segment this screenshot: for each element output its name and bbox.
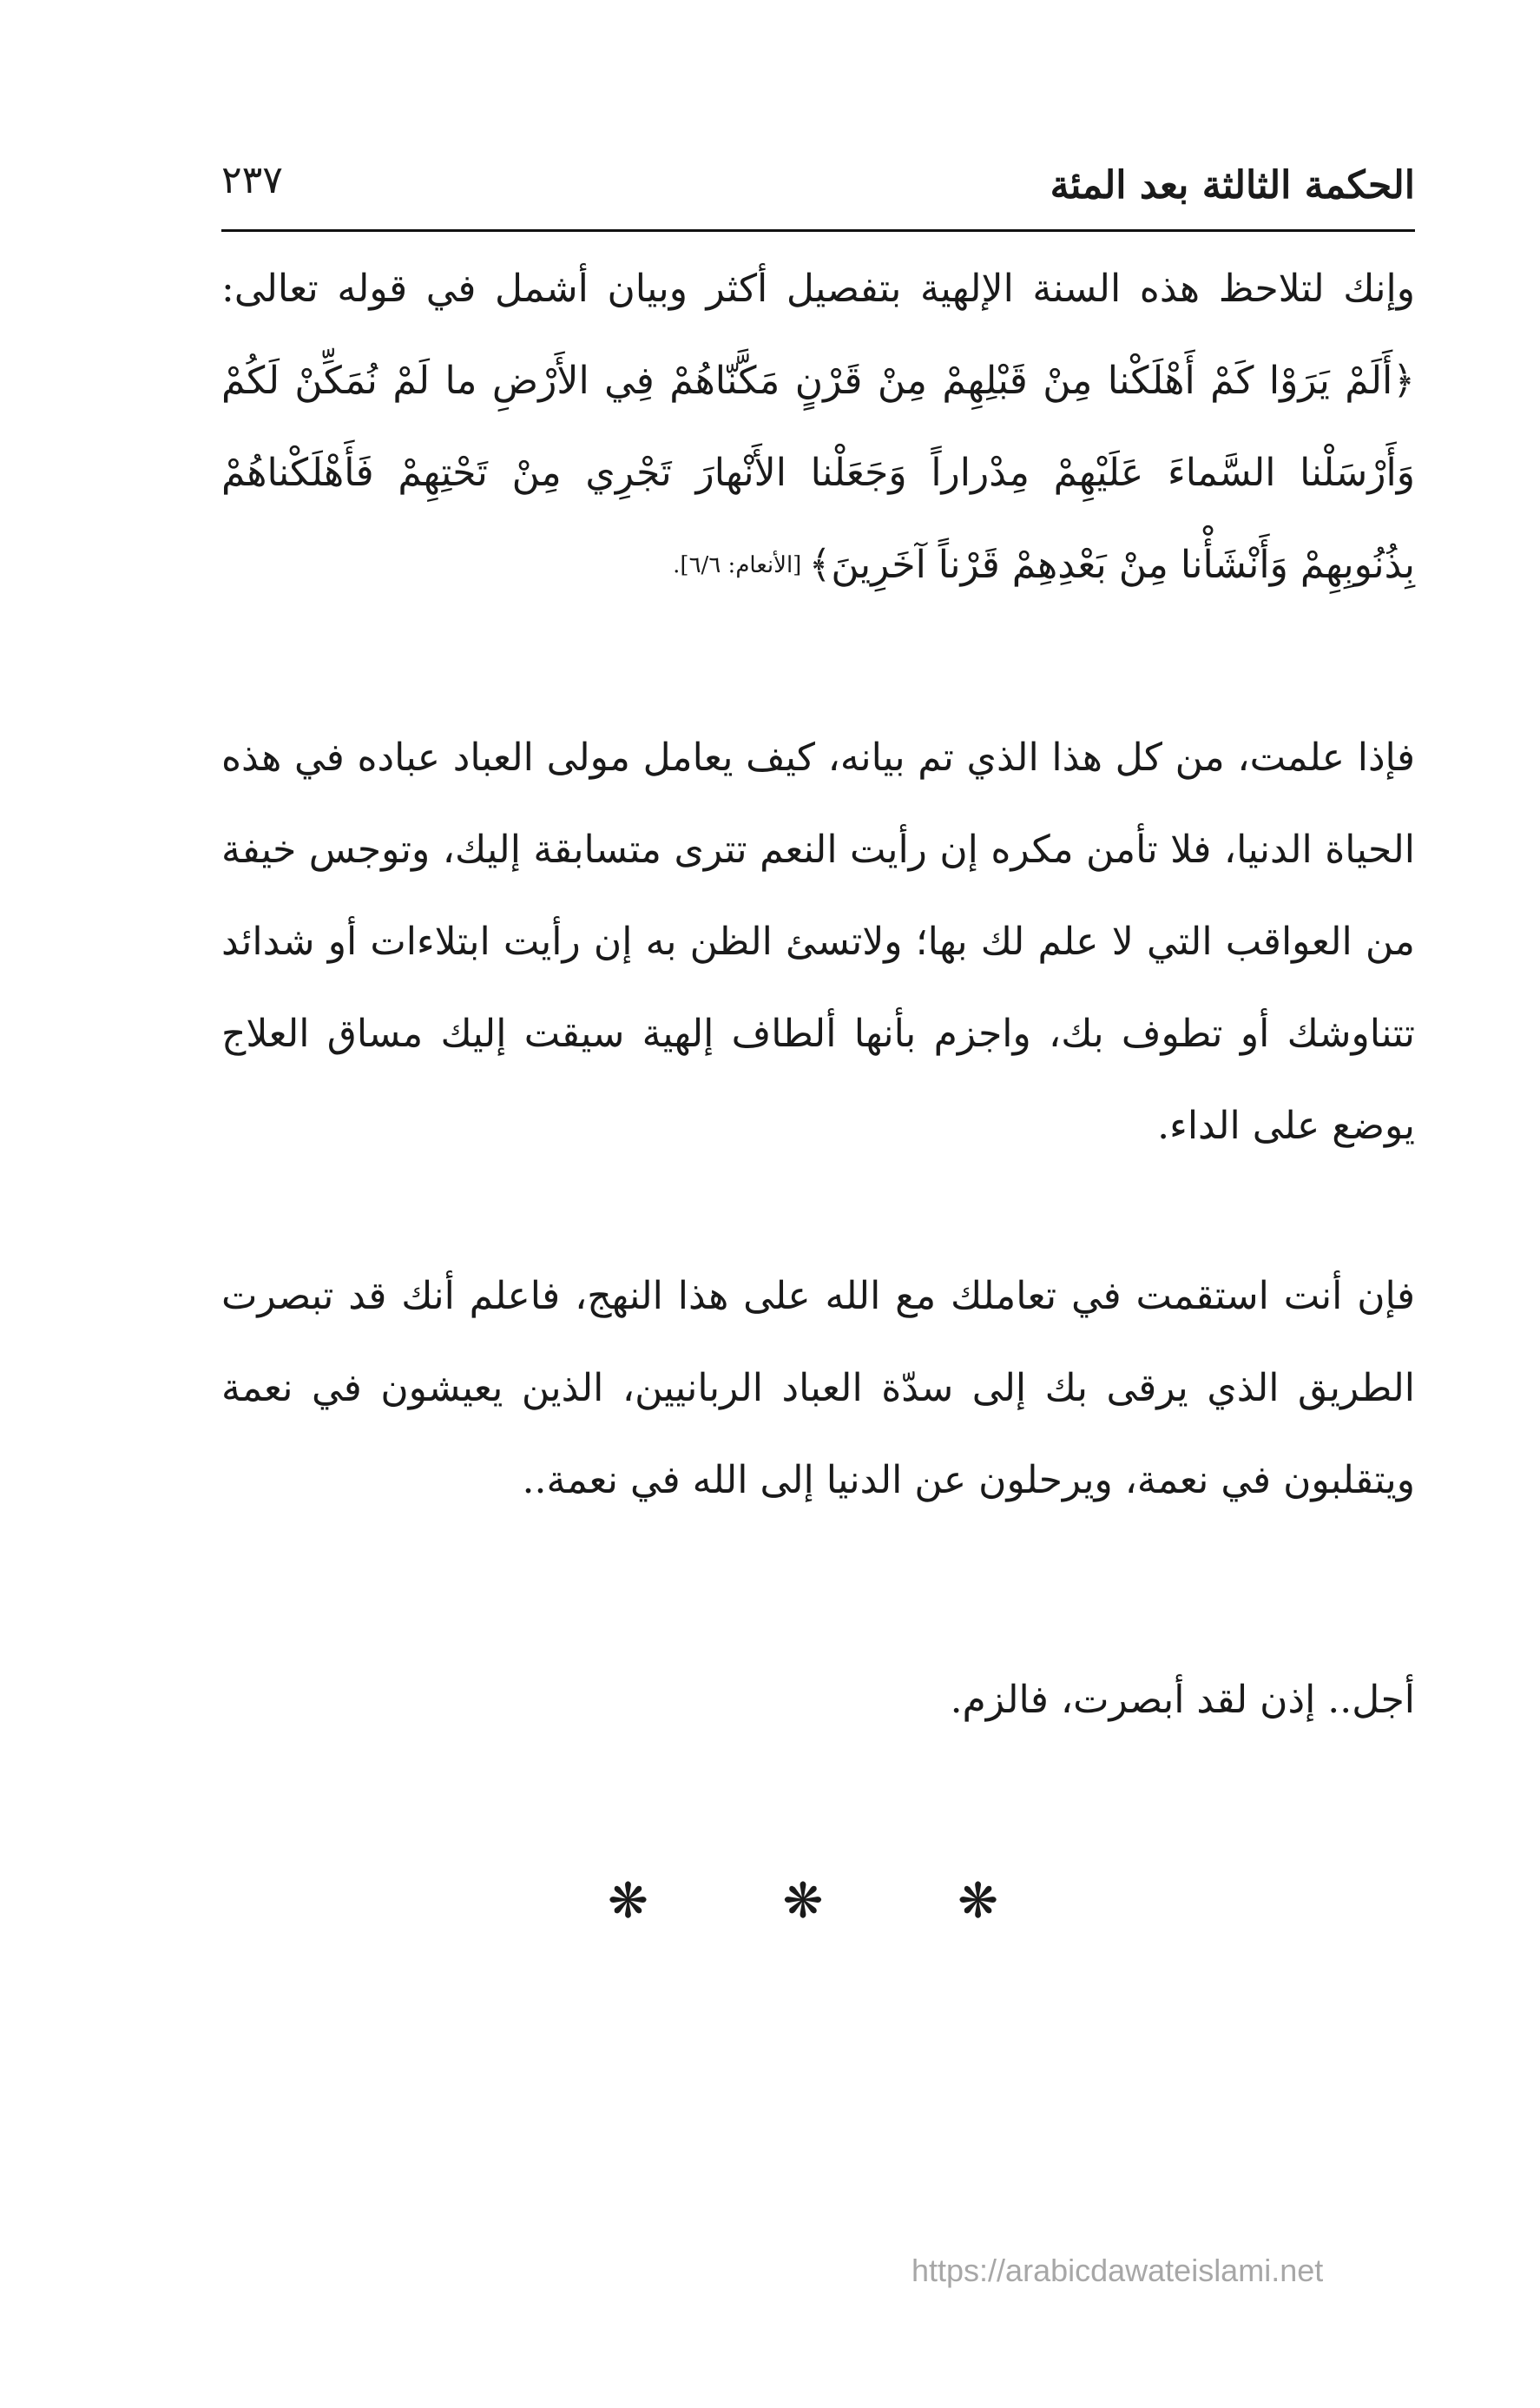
paragraph-2-text: فإذا علمت، من كل هذا الذي تم بيانه، كيف يعامل مولى العباد عباده في هذه الحياة الدنيا، فلا تأمن مكره إن رأيت النعم تترى متسابقة إليك، وتوجس خيفة من العواقب التي لا علم لك بها؛ ولاتسئ الظن به إن رأيت ابتلاءات أو شدائد تتناوشك أو تطوف بك، واجزم بأنها ألطاف إلهية سيقت إليك مساق العلاج يوضع على الداء. xyxy=(221,736,1415,1148)
section-separator xyxy=(608,1867,998,1936)
header-divider xyxy=(221,229,1415,232)
asterisk-ornament-icon: ❋ xyxy=(782,1873,824,1930)
paragraph-4-text: أجل.. إذن لقد أبصرت، فالزم. xyxy=(950,1678,1415,1722)
paragraph-2 xyxy=(221,712,1415,1172)
paragraph-1 xyxy=(221,243,1415,611)
watermark-url: https://arabicdawateislami.net xyxy=(911,2253,1324,2288)
paragraph-1-text xyxy=(221,243,1415,611)
quran-verse: ﴿أَلَمْ يَرَوْا كَمْ أَهْلَكْنا مِنْ قَبْلِهِمْ مِنْ قَرْنٍ مَكَّنّاهُمْ فِي الأَرْضِ ما لَمْ نُمَكِّنْ لَكُمْ وَأَرْسَلْنا السَّماءَ عَلَيْهِمْ مِدْراراً وَجَعَلْنا الأَنْهارَ تَجْرِي مِنْ تَحْتِهِمْ فَأَهْلَكْناهُمْ بِذُنُوبِهِمْ وَأَنْشَأْنا مِنْ بَعْدِهِمْ قَرْناً آخَرِينَ﴾ xyxy=(221,359,1415,587)
paragraph-3 xyxy=(221,1250,1415,1527)
asterisk-ornament-icon: ❋ xyxy=(958,1873,998,1930)
paragraph-3-text: فإن أنت استقمت في تعاملك مع الله على هذا النهج، فاعلم أنك قد تبصرت الطريق الذي يرقى بك إلى سدّة العباد الربانيين، الذين يعيشون في نعمة ويتقلبون في نعمة، ويرحلون عن الدنيا إلى الله في نعمة.. xyxy=(221,1274,1415,1502)
page-number: ٢٣٧ xyxy=(221,158,283,202)
paragraph-1-intro: وإنك لتلاحظ هذه السنة الإلهية بتفصيل أكثر وبيان أشمل في قوله تعالى: xyxy=(221,267,1415,311)
paragraph-4 xyxy=(221,1654,1415,1746)
verse-citation: [الأنعام: ٦/٦]. xyxy=(673,552,809,578)
chapter-title: الحكمة الثالثة بعد المئة xyxy=(1050,163,1415,208)
asterisk-ornament-icon: ❋ xyxy=(608,1873,648,1930)
page-header xyxy=(221,148,1415,230)
